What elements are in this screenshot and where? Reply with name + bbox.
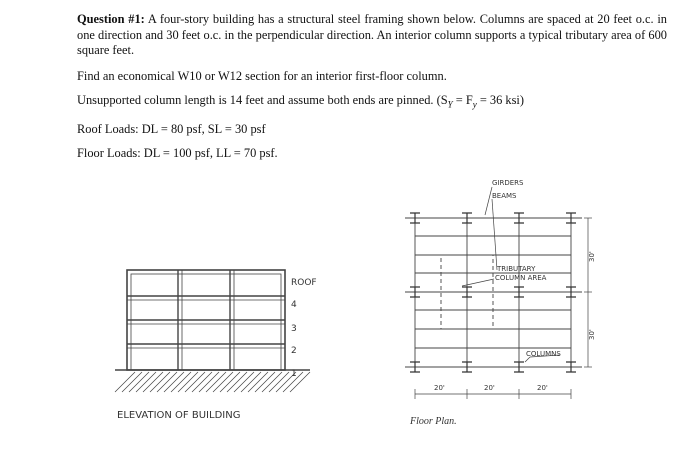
elevation-labels (117, 278, 317, 421)
tributary-label-line1: TRIBUTARY (497, 265, 536, 273)
roof-loads-text: Roof Loads: DL = 80 psf, SL = 30 psf (77, 121, 266, 136)
bay-width-label-1: 20' (434, 384, 445, 392)
bay-depth-label-1: 30' (588, 251, 596, 262)
bay-depth-label-2: 30' (588, 329, 596, 340)
sub-y2: y (472, 99, 477, 110)
elevation-caption: ELEVATION OF BUILDING (117, 410, 241, 421)
level-label-roof: ROOF (291, 278, 317, 288)
girders-label: GIRDERS (492, 179, 524, 187)
level-label-3: 3 (291, 324, 297, 334)
sub-y: Y (447, 99, 453, 110)
beams-label: BEAMS (492, 192, 517, 200)
task-text: Find an economical W10 or W12 section for an interior first-floor column. (77, 68, 447, 83)
question-label: Question #1: (77, 12, 145, 26)
level-label-1: 1 (291, 369, 297, 379)
unsupported-text: Unsupported column length is 14 feet and assume both ends are pinned. (S (77, 93, 448, 107)
columns-label: COLUMNS (526, 350, 561, 358)
plan-labels (434, 179, 596, 392)
ground-hatch (115, 372, 310, 392)
floor-plan-drawing (405, 187, 592, 399)
eq-part-1: = F (452, 93, 473, 107)
elevation-drawing (115, 270, 310, 392)
tributary-label-line2: COLUMN AREA (495, 274, 547, 282)
floor-loads-text: Floor Loads: DL = 100 psf, LL = 70 psf. (77, 146, 278, 161)
bay-width-label-3: 20' (537, 384, 548, 392)
eq-part-2: = 36 ksi) (476, 93, 524, 107)
elevation-inner-outline (131, 274, 281, 370)
level-label-2: 2 (291, 346, 297, 356)
level-label-4: 4 (291, 300, 297, 310)
question-intro: A four-story building has a structural steel framing shown below. Columns are spaced at 20 feet o.c. in one direction and 30 feet o.c. in the perpendicular direction. An interior column supports a typical tributary area of 600 square feet. (77, 12, 667, 57)
floor-plan-caption: Floor Plan. (410, 416, 457, 427)
bay-width-label-2: 20' (484, 384, 495, 392)
